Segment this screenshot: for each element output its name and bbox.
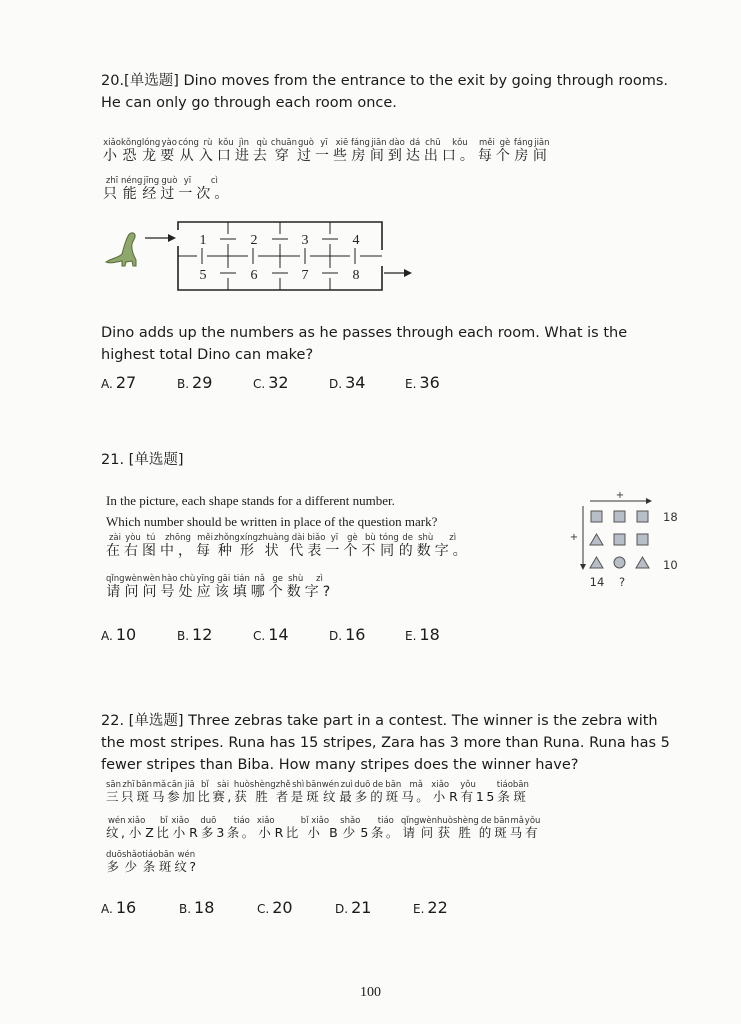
hanzi-with-pinyin: 从cóng bbox=[178, 138, 199, 164]
hanzi-with-pinyin: 房fáng bbox=[350, 138, 370, 164]
hanzi-with-pinyin: 最zuì bbox=[339, 780, 355, 804]
q21-options bbox=[101, 625, 481, 644]
q22-stem-line2: the most stripes. Runa has 15 stripes, Zara has 3 more than Runa. Runa has 5 bbox=[101, 735, 670, 751]
square-shape bbox=[637, 511, 648, 522]
hanzi-with-pinyin: 状zhuàng bbox=[258, 533, 290, 559]
hanzi-with-pinyin: 条。tiáo bbox=[226, 816, 257, 840]
q20-prompt-line1: Dino adds up the numbers as he passes through each room. What is the bbox=[101, 325, 628, 341]
hanzi-with-pinyin: 龙lóng bbox=[141, 138, 161, 164]
hanzi-with-pinyin: 多duō bbox=[200, 816, 217, 840]
answer-option[interactable] bbox=[405, 625, 481, 644]
exit-arrow-icon bbox=[384, 269, 412, 277]
q22-chinese-line1 bbox=[106, 780, 529, 805]
option-letter: C. bbox=[253, 377, 266, 391]
hanzi-with-pinyin: 小xiǎo bbox=[256, 816, 275, 840]
hanzi-with-pinyin: 比bǐ bbox=[197, 780, 213, 804]
hanzi-with-pinyin: R bbox=[449, 789, 461, 804]
hanzi-with-pinyin: 处chù bbox=[178, 574, 197, 600]
hanzi-with-pinyin: 房fáng bbox=[513, 138, 533, 164]
hanzi-with-pinyin: 次。cì bbox=[196, 176, 233, 202]
hanzi-with-pinyin: 斑bān bbox=[385, 780, 402, 804]
q21-english bbox=[106, 490, 437, 532]
hanzi-with-pinyin: 获huò bbox=[233, 780, 250, 804]
hanzi-with-pinyin: 一yī bbox=[178, 176, 197, 202]
hanzi-with-pinyin: 形xíng bbox=[239, 533, 259, 559]
hanzi-with-pinyin: 小xiǎo bbox=[103, 138, 121, 164]
hanzi-with-pinyin: 斑bān bbox=[493, 816, 510, 840]
option-value: 18 bbox=[419, 625, 440, 644]
option-value: 32 bbox=[268, 373, 289, 392]
option-letter: E. bbox=[405, 377, 417, 391]
q21-chinese-line2 bbox=[106, 574, 334, 601]
room-number: 6 bbox=[250, 268, 258, 283]
q22-stem-line1: 22. [单选题] Three zebras take part in a contest. The winner is the zebra with bbox=[101, 713, 658, 729]
hanzi-with-pinyin: 过guò bbox=[160, 176, 179, 202]
answer-option[interactable] bbox=[253, 625, 329, 644]
hanzi-with-pinyin: 些xiē bbox=[332, 138, 351, 164]
option-letter: A. bbox=[101, 902, 113, 916]
option-letter: A. bbox=[101, 629, 113, 643]
room-number: 7 bbox=[301, 268, 309, 283]
hanzi-with-pinyin: 右yòu bbox=[124, 533, 142, 559]
q21-chinese-line1 bbox=[106, 533, 471, 560]
hanzi-with-pinyin: 过guò bbox=[296, 138, 315, 164]
hanzi-with-pinyin: 斑bān bbox=[305, 780, 322, 804]
hanzi-with-pinyin: 一yī bbox=[325, 533, 344, 559]
hanzi-with-pinyin: 经jīng bbox=[142, 176, 161, 202]
hanzi-with-pinyin: 15 bbox=[475, 789, 497, 804]
hanzi-with-pinyin: 问wèn bbox=[419, 816, 437, 840]
hanzi-with-pinyin: 胜shèng bbox=[452, 816, 479, 840]
hanzi-with-pinyin: 一yī bbox=[314, 138, 333, 164]
hanzi-with-pinyin: 去qù bbox=[252, 138, 271, 164]
hanzi-with-pinyin: 口。kǒu bbox=[441, 138, 478, 164]
room-number: 3 bbox=[301, 233, 309, 248]
answer-option[interactable] bbox=[329, 625, 405, 644]
hanzi-with-pinyin: 间jiān bbox=[369, 138, 388, 164]
q22-stem bbox=[101, 710, 721, 776]
square-shape bbox=[614, 534, 625, 545]
hanzi-with-pinyin: 条tiáo bbox=[142, 850, 159, 874]
hanzi-with-pinyin: 数shù bbox=[286, 574, 305, 600]
hanzi-with-pinyin: 条。tiáo bbox=[370, 816, 401, 840]
hanzi-with-pinyin: 者zhě bbox=[275, 780, 291, 804]
hanzi-with-pinyin: 小bǐ xiǎo bbox=[300, 816, 330, 840]
hanzi-with-pinyin: 3 bbox=[216, 825, 227, 840]
q20-stem-line1: 20.[单选题] Dino moves from the entrance to the exit by going through rooms. bbox=[101, 73, 669, 89]
q21-english-line1: In the picture, each shape stands for a different number. bbox=[106, 493, 395, 508]
hanzi-with-pinyin: 参cān bbox=[167, 780, 183, 804]
q22-chinese-line2 bbox=[106, 816, 540, 841]
entrance-arrow-icon bbox=[145, 234, 176, 242]
hanzi-with-pinyin: 有yǒu bbox=[460, 780, 476, 804]
hanzi-with-pinyin: 要yào bbox=[160, 138, 179, 164]
q21-header: 21. [单选题] bbox=[101, 452, 184, 468]
option-value: 16 bbox=[115, 898, 137, 917]
q20-stem bbox=[101, 70, 721, 114]
answer-option[interactable] bbox=[177, 373, 253, 392]
q22-options bbox=[101, 898, 491, 917]
hanzi-with-pinyin: 不bù bbox=[361, 533, 380, 559]
triangle-shape bbox=[636, 557, 649, 568]
q20-options bbox=[101, 373, 481, 392]
hanzi-with-pinyin: 斑bān bbox=[158, 850, 175, 874]
option-letter: D. bbox=[335, 902, 349, 916]
option-value: 21 bbox=[351, 898, 372, 917]
hanzi-with-pinyin: 恐kǒng bbox=[121, 138, 142, 164]
option-value: 16 bbox=[345, 625, 366, 644]
option-letter: C. bbox=[253, 629, 266, 643]
hanzi-with-pinyin: 条tiáo bbox=[496, 780, 513, 804]
triangle-shape bbox=[590, 534, 603, 545]
hanzi-with-pinyin: 填tián bbox=[232, 574, 251, 600]
square-shape bbox=[614, 511, 625, 522]
answer-option[interactable] bbox=[253, 373, 329, 392]
row1-sum: 18 bbox=[663, 510, 678, 524]
answer-option[interactable] bbox=[101, 625, 177, 644]
hanzi-with-pinyin: 马mǎ bbox=[509, 816, 525, 840]
hanzi-with-pinyin: 个ge bbox=[268, 574, 287, 600]
option-value: 18 bbox=[194, 898, 215, 917]
hanzi-with-pinyin: 在zài bbox=[106, 533, 124, 559]
hanzi-with-pinyin: 应yīng bbox=[196, 574, 215, 600]
hanzi-with-pinyin: R比 bbox=[274, 825, 301, 840]
hanzi-with-pinyin: 只zhī bbox=[103, 176, 121, 202]
col2-question-mark: ? bbox=[618, 575, 626, 589]
hanzi-with-pinyin: 号hào bbox=[160, 574, 179, 600]
answer-option[interactable] bbox=[405, 373, 481, 392]
hanzi-with-pinyin: 有yǒu bbox=[524, 816, 541, 840]
hanzi-with-pinyin: 每měi bbox=[196, 533, 214, 559]
hanzi-with-pinyin: 少shǎo bbox=[121, 850, 143, 874]
q20-maze-figure bbox=[100, 218, 420, 298]
hanzi-with-pinyin: 口kǒu bbox=[216, 138, 235, 164]
hanzi-with-pinyin: 少shǎo bbox=[340, 816, 361, 840]
option-letter: C. bbox=[257, 902, 270, 916]
room-number: 2 bbox=[250, 233, 258, 248]
hanzi-with-pinyin: 加jiā bbox=[182, 780, 198, 804]
room-number: 4 bbox=[352, 233, 360, 248]
hanzi-with-pinyin: 5 bbox=[360, 825, 371, 840]
triangle-shape bbox=[590, 557, 603, 568]
row3-sum: 10 bbox=[663, 558, 678, 572]
hanzi-with-pinyin: 请qǐng bbox=[400, 816, 420, 840]
hanzi-with-pinyin: 中，zhōng bbox=[160, 533, 196, 559]
q20-chinese-line1 bbox=[103, 138, 551, 165]
hanzi-with-pinyin: 出chū bbox=[423, 138, 442, 164]
q20-prompt-line2: highest total Dino can make? bbox=[101, 347, 314, 363]
option-value: 10 bbox=[115, 625, 137, 644]
hanzi-with-pinyin: 请qǐng bbox=[106, 574, 125, 600]
hanzi-with-pinyin: 问wèn bbox=[124, 574, 143, 600]
hanzi-with-pinyin: 是shì bbox=[290, 780, 306, 804]
q21-shape-grid bbox=[566, 490, 686, 590]
room-number: 1 bbox=[199, 233, 207, 248]
hanzi-with-pinyin: 种zhǒng bbox=[214, 533, 240, 559]
hanzi-with-pinyin: 赛,sài bbox=[212, 780, 234, 804]
hanzi-with-pinyin: 字?zì bbox=[304, 574, 335, 600]
option-letter: E. bbox=[405, 629, 417, 643]
hanzi-with-pinyin: 进jìn bbox=[234, 138, 253, 164]
answer-option[interactable] bbox=[335, 898, 413, 917]
hanzi-with-pinyin: 该gāi bbox=[214, 574, 233, 600]
hanzi-with-pinyin: R bbox=[189, 825, 201, 840]
hanzi-with-pinyin: 穿chuān bbox=[270, 138, 297, 164]
hanzi-with-pinyin: 每měi bbox=[477, 138, 496, 164]
option-value: 34 bbox=[345, 373, 366, 392]
answer-option[interactable] bbox=[413, 898, 491, 917]
answer-option[interactable] bbox=[329, 373, 405, 392]
circle-shape bbox=[614, 557, 625, 568]
option-letter: B. bbox=[179, 902, 192, 916]
hanzi-with-pinyin: 比bǐ bbox=[156, 816, 172, 840]
hanzi-with-pinyin: 间jiān bbox=[532, 138, 551, 164]
plus-sign-side: + bbox=[569, 532, 579, 543]
option-letter: D. bbox=[329, 377, 343, 391]
room-number: 8 bbox=[352, 268, 360, 283]
hanzi-with-pinyin: 数shù bbox=[416, 533, 435, 559]
hanzi-with-pinyin: 胜shèng bbox=[249, 780, 276, 804]
answer-option[interactable] bbox=[179, 898, 257, 917]
answer-option[interactable] bbox=[177, 625, 253, 644]
hanzi-with-pinyin: 获huò bbox=[436, 816, 453, 840]
q20-prompt bbox=[101, 322, 721, 366]
q22-stem-line3: fewer stripes than Biba. How many stripes does the winner have? bbox=[101, 757, 579, 773]
hanzi-with-pinyin: 图tú bbox=[142, 533, 160, 559]
hanzi-with-pinyin: 纹wén bbox=[321, 780, 340, 804]
q20-chinese-line2 bbox=[103, 176, 232, 203]
hanzi-with-pinyin: 个gè bbox=[343, 533, 362, 559]
hanzi-with-pinyin: Z bbox=[145, 825, 157, 840]
col1-sum: 14 bbox=[589, 575, 605, 589]
dinosaur-icon bbox=[106, 233, 136, 266]
hanzi-with-pinyin: 马。mǎ bbox=[401, 780, 432, 804]
answer-option[interactable] bbox=[101, 373, 177, 392]
room-number: 5 bbox=[199, 268, 207, 283]
hanzi-with-pinyin: 只zhī bbox=[121, 780, 137, 804]
hanzi-with-pinyin: 小xiǎo bbox=[127, 816, 146, 840]
hanzi-with-pinyin: 问wèn bbox=[142, 574, 161, 600]
hanzi-with-pinyin: 马mǎ bbox=[152, 780, 168, 804]
hanzi-with-pinyin: 的de bbox=[478, 816, 494, 840]
hanzi-with-pinyin: 同tóng bbox=[379, 533, 399, 559]
hanzi-with-pinyin: 小xiǎo bbox=[431, 780, 450, 804]
option-value: 27 bbox=[115, 373, 137, 392]
hanzi-with-pinyin: 表biǎo bbox=[307, 533, 326, 559]
hanzi-with-pinyin: 斑bān bbox=[136, 780, 153, 804]
hanzi-with-pinyin: 多duō bbox=[106, 850, 122, 874]
hanzi-with-pinyin: 个gè bbox=[495, 138, 514, 164]
q21-english-line2: Which number should be written in place of the question mark? bbox=[106, 514, 438, 529]
hanzi-with-pinyin: 到dào bbox=[387, 138, 406, 164]
hanzi-with-pinyin: 斑bān bbox=[512, 780, 529, 804]
hanzi-with-pinyin: 能néng bbox=[121, 176, 143, 202]
plus-sign-top: + bbox=[615, 490, 625, 501]
option-value: 29 bbox=[192, 373, 213, 392]
option-value: 22 bbox=[427, 898, 448, 917]
q22-chinese-line3 bbox=[106, 850, 198, 875]
hanzi-with-pinyin: 达dá bbox=[405, 138, 424, 164]
page-number: 100 bbox=[360, 985, 381, 1000]
option-letter: B. bbox=[177, 629, 190, 643]
answer-option[interactable] bbox=[101, 898, 179, 917]
hanzi-with-pinyin: 代dài bbox=[289, 533, 308, 559]
square-shape bbox=[637, 534, 648, 545]
hanzi-with-pinyin: 的de bbox=[398, 533, 417, 559]
q20-stem-line2: He can only go through each room once. bbox=[101, 95, 397, 111]
hanzi-with-pinyin: 多duō bbox=[354, 780, 371, 804]
option-letter: D. bbox=[329, 629, 343, 643]
hanzi-with-pinyin: 纹?wén bbox=[174, 850, 199, 874]
hanzi-with-pinyin: 哪nǎ bbox=[250, 574, 269, 600]
option-letter: B. bbox=[177, 377, 190, 391]
hanzi-with-pinyin: 字。zì bbox=[434, 533, 471, 559]
hanzi-with-pinyin: 小xiǎo bbox=[171, 816, 190, 840]
option-value: 12 bbox=[192, 625, 213, 644]
hanzi-with-pinyin: 的de bbox=[370, 780, 386, 804]
hanzi-with-pinyin: B bbox=[329, 825, 341, 840]
option-value: 36 bbox=[419, 373, 440, 392]
square-shape bbox=[591, 511, 602, 522]
option-value: 20 bbox=[272, 898, 293, 917]
hanzi-with-pinyin: 三sān bbox=[106, 780, 122, 804]
hanzi-with-pinyin: 纹,wén bbox=[106, 816, 128, 840]
hanzi-with-pinyin: 入rù bbox=[198, 138, 217, 164]
option-letter: E. bbox=[413, 902, 425, 916]
option-letter: A. bbox=[101, 377, 113, 391]
option-value: 14 bbox=[268, 625, 289, 644]
answer-option[interactable] bbox=[257, 898, 335, 917]
